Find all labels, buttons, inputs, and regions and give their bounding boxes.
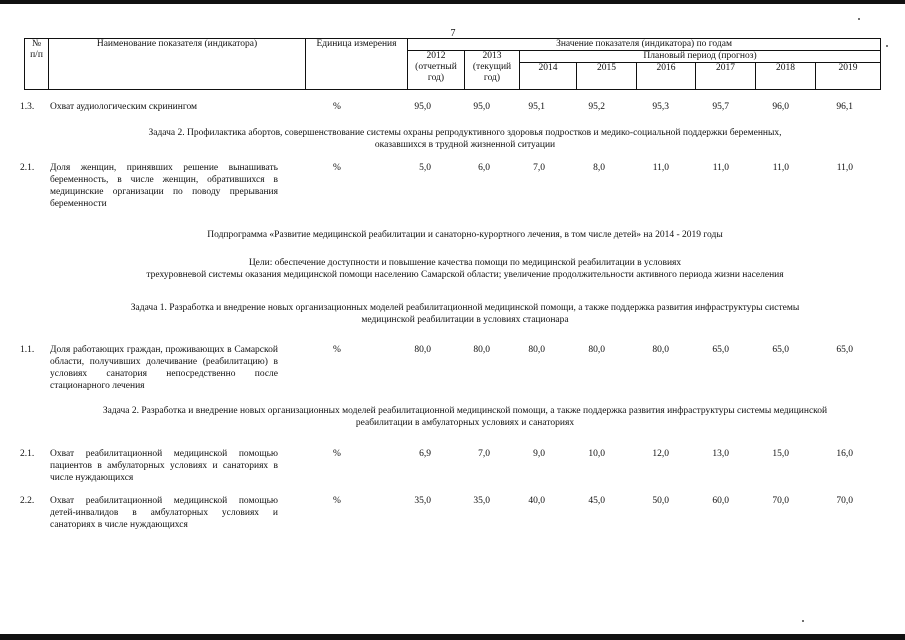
indicator-name: Доля женщин, принявших решение вынашивать беременность, в числе женщин, обратившихся в медицинские организации по поводу прерывания беременности xyxy=(50,163,278,210)
value-cell: 16,0 xyxy=(836,449,853,459)
value-cell: 6,0 xyxy=(478,163,490,173)
row-number: 2.2. xyxy=(20,496,35,506)
sub-task-1-line-2: медицинской реабилитации в условиях стационара xyxy=(361,315,569,326)
year-2013-label: 2013 xyxy=(482,51,502,61)
goals-line-2: трехуровневой системы оказания медицинской помощи населению Самарской области; увеличение продолжительности активного периода жизни населения xyxy=(146,270,784,281)
value-cell: 96,1 xyxy=(836,102,853,112)
header-year-2015: 2015 xyxy=(577,62,637,89)
value-cell: 40,0 xyxy=(528,496,545,506)
value-cell: 95,0 xyxy=(414,102,431,112)
row-number: 1.1. xyxy=(20,345,35,355)
value-cell: 15,0 xyxy=(772,449,789,459)
value-cell: 80,0 xyxy=(652,345,669,355)
header-values: Значение показателя (индикатора) по годам xyxy=(408,39,881,51)
value-cell: 80,0 xyxy=(414,345,431,355)
page-number: 7 xyxy=(450,28,456,39)
value-cell: 10,0 xyxy=(588,449,605,459)
unit-cell: % xyxy=(333,496,341,506)
header-unit: Единица измерения xyxy=(306,39,408,90)
value-cell: 50,0 xyxy=(652,496,669,506)
row-number: 2.1. xyxy=(20,163,35,173)
task-2-line-1: Задача 2. Профилактика абортов, совершенствование системы охраны репродуктивного здоровья подростков и медико-социальной поддержки беременных, xyxy=(148,128,782,138)
value-cell: 11,0 xyxy=(712,163,729,173)
value-cell: 60,0 xyxy=(712,496,729,506)
year-2012-label: 2012 xyxy=(426,51,446,61)
value-cell: 95,3 xyxy=(652,102,669,112)
header-num: № п/п xyxy=(25,39,49,90)
value-cell: 7,0 xyxy=(478,449,490,459)
value-cell: 6,9 xyxy=(419,449,431,459)
value-cell: 80,0 xyxy=(528,345,545,355)
year-2013-note: (текущий год) xyxy=(472,61,512,83)
header-year-2014: 2014 xyxy=(520,62,577,89)
header-name: Наименование показателя (индикатора) xyxy=(49,39,306,90)
indicator-name: Охват реабилитационной медицинской помощью детей-инвалидов в амбулаторных условиях и санаториях в числе нуждающихся xyxy=(50,496,278,531)
scan-top-edge xyxy=(0,0,905,4)
row-number: 2.1. xyxy=(20,449,35,459)
header-year-2012 xyxy=(408,51,465,90)
value-cell: 65,0 xyxy=(772,345,789,355)
unit-cell: % xyxy=(333,102,341,112)
value-cell: 95,1 xyxy=(528,102,545,112)
year-2012-note: (отчетный год) xyxy=(415,61,457,83)
sub-task-2-line-1: Задача 2. Разработка и внедрение новых организационных моделей реабилитационной медицинской помощи, а также поддержка развития инфраструктуры системы медицинской xyxy=(102,406,828,416)
scan-speck xyxy=(858,18,860,20)
subprogram-task-1-heading xyxy=(50,302,880,327)
value-cell: 11,0 xyxy=(772,163,789,173)
value-cell: 5,0 xyxy=(419,163,431,173)
unit-cell: % xyxy=(333,163,341,173)
value-cell: 65,0 xyxy=(712,345,729,355)
task-2-line-2: оказавшихся в трудной жизненной ситуации xyxy=(374,140,556,151)
header-year-2018: 2018 xyxy=(756,62,816,89)
value-cell: 80,0 xyxy=(473,345,490,355)
indicator-name: Доля работающих граждан, проживающих в Самарской области, получивших долечивание (реабилитацию) в условиях санатория непосредственно после стационарного лечения xyxy=(50,345,278,392)
value-cell: 65,0 xyxy=(836,345,853,355)
table-row xyxy=(0,495,905,555)
value-cell: 9,0 xyxy=(533,449,545,459)
unit-cell: % xyxy=(333,345,341,355)
value-cell: 11,0 xyxy=(836,163,853,173)
subprogram-title: Подпрограмма «Развитие медицинской реабилитации и санаторно-курортного лечения, в том числе детей» на 2014 - 2019 годы xyxy=(207,230,723,240)
subprogram-task-2-heading xyxy=(50,405,880,430)
header-year-2016: 2016 xyxy=(637,62,696,89)
value-cell: 95,7 xyxy=(712,102,729,112)
scan-speck xyxy=(802,620,804,622)
value-cell: 45,0 xyxy=(588,496,605,506)
value-cell: 13,0 xyxy=(712,449,729,459)
value-cell: 11,0 xyxy=(652,163,669,173)
value-cell: 80,0 xyxy=(588,345,605,355)
value-cell: 96,0 xyxy=(772,102,789,112)
unit-cell: % xyxy=(333,449,341,459)
value-cell: 70,0 xyxy=(772,496,789,506)
value-cell: 35,0 xyxy=(414,496,431,506)
goals-line-1: Цели: обеспечение доступности и повышение качества помощи по медицинской реабилитации в условиях xyxy=(248,258,682,268)
value-cell: 12,0 xyxy=(652,449,669,459)
header-year-2017: 2017 xyxy=(696,62,756,89)
sub-task-1-line-1: Задача 1. Разработка и внедрение новых организационных моделей реабилитационной медицинской помощи, а также поддержка развития инфраструктуры системы xyxy=(130,303,800,313)
scan-speck xyxy=(886,45,888,47)
row-number: 1.3. xyxy=(20,102,35,112)
value-cell: 95,0 xyxy=(473,102,490,112)
indicator-table-header xyxy=(24,38,881,90)
value-cell: 7,0 xyxy=(533,163,545,173)
indicator-name: Охват реабилитационной медицинской помощью пациентов в амбулаторных условиях и санаториях в числе нуждающихся xyxy=(50,449,278,484)
header-year-2019: 2019 xyxy=(816,62,881,89)
subprogram-goals xyxy=(50,257,880,282)
table-row xyxy=(0,162,905,222)
indicator-name: Охват аудиологическим скринингом xyxy=(50,102,198,112)
value-cell: 95,2 xyxy=(588,102,605,112)
value-cell: 35,0 xyxy=(473,496,490,506)
header-year-2013 xyxy=(465,51,520,90)
scan-bottom-edge xyxy=(0,634,905,640)
value-cell: 8,0 xyxy=(593,163,605,173)
sub-task-2-line-2: реабилитации в амбулаторных условиях и санаториях xyxy=(355,418,575,429)
value-cell: 70,0 xyxy=(836,496,853,506)
table-row xyxy=(0,344,905,404)
header-planned: Плановый период (прогноз) xyxy=(520,51,881,63)
task-2-heading xyxy=(50,127,880,152)
